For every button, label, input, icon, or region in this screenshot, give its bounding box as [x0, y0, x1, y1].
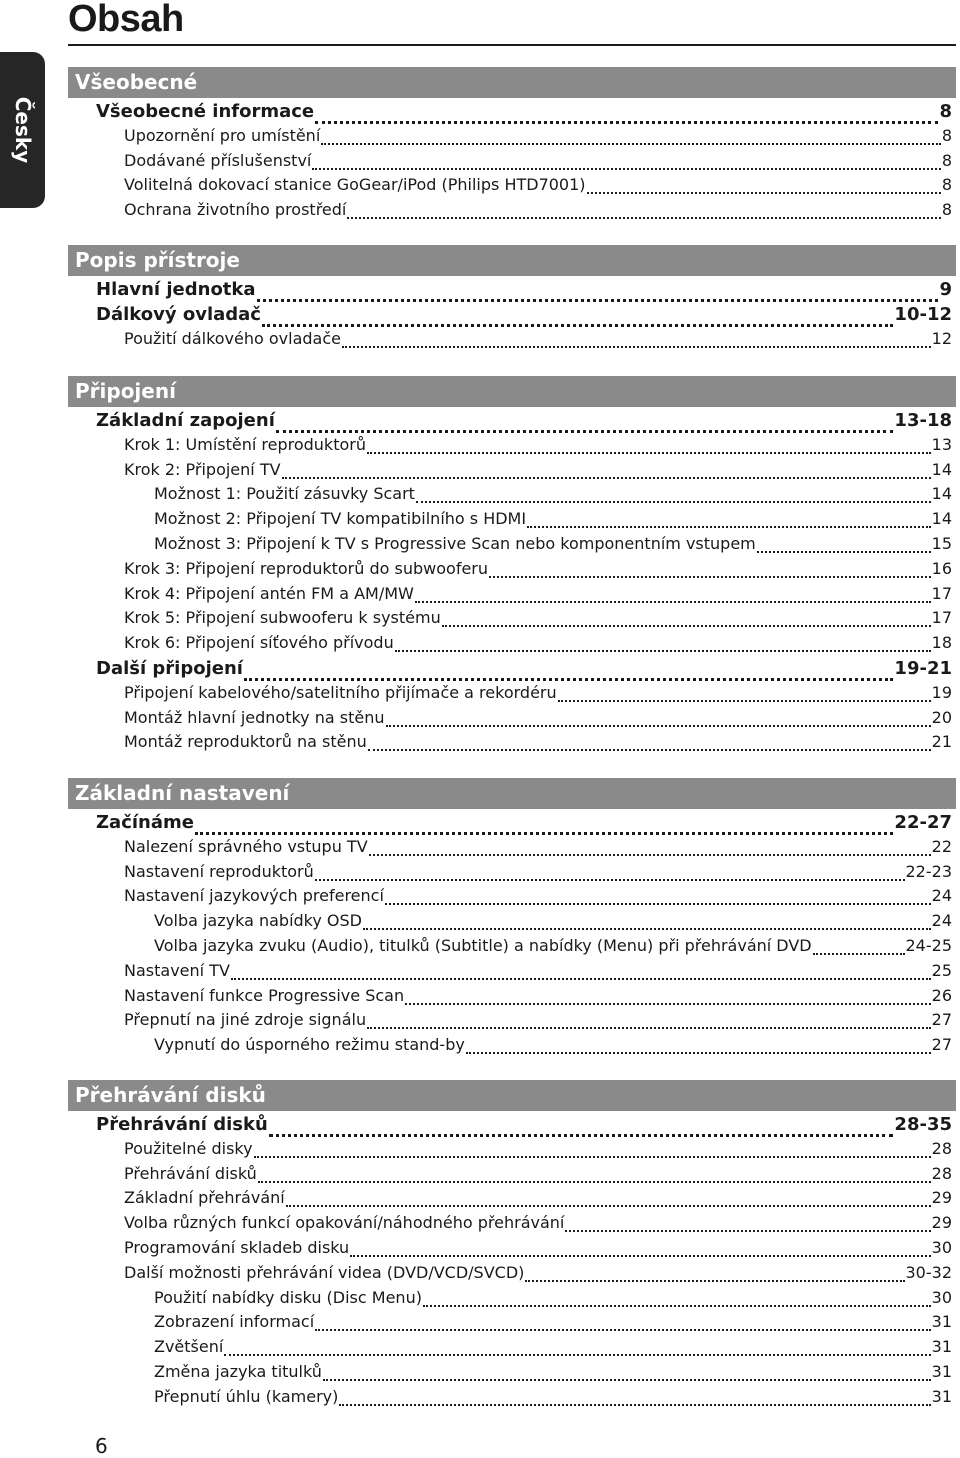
toc-entry-page: 30 — [931, 1287, 952, 1307]
dot-leader — [262, 324, 893, 327]
toc-entry-page: 17 — [931, 583, 952, 603]
toc-entry-page: 8 — [941, 125, 952, 145]
toc-entry[interactable] — [96, 1114, 952, 1142]
toc-entry-page: 13-18 — [894, 410, 952, 431]
toc-entry-label: Přehrávání disků — [124, 1163, 257, 1183]
toc-entry[interactable] — [124, 633, 952, 657]
dot-leader — [315, 879, 905, 881]
toc-entry[interactable] — [124, 200, 952, 224]
toc-entry-page: 22 — [931, 836, 952, 856]
toc-entry-page: 14 — [931, 484, 952, 504]
dot-leader — [527, 526, 931, 528]
toc-entry-page: 12 — [931, 328, 952, 348]
toc-entry[interactable] — [124, 608, 952, 632]
toc-entry[interactable] — [124, 584, 952, 608]
toc-entry-label: Přehrávání disků — [96, 1114, 268, 1135]
section-heading: Základní nastavení — [68, 778, 956, 809]
toc-entry[interactable] — [96, 658, 952, 686]
toc-entry-label: Další připojení — [96, 658, 243, 679]
dot-leader — [286, 1205, 931, 1207]
toc-entry[interactable] — [154, 1337, 952, 1361]
dot-leader — [565, 1230, 930, 1232]
toc-entry-label: Zobrazení informací — [154, 1312, 315, 1332]
toc-entry-page: 30 — [931, 1238, 952, 1257]
dot-leader — [257, 299, 939, 302]
toc-entry-page: 22-27 — [894, 812, 952, 833]
toc-entry[interactable] — [124, 126, 952, 150]
toc-entry-label: Nastavení jazykových preferencí — [124, 886, 384, 906]
dot-leader — [386, 725, 931, 727]
dot-leader — [315, 1329, 931, 1331]
dot-leader — [231, 978, 931, 980]
section-heading: Popis přístroje — [68, 245, 956, 276]
page-title: Obsah — [68, 0, 184, 40]
toc-entry-label: Montáž reproduktorů na stěnu — [124, 732, 367, 752]
toc-entry-label: Montáž hlavní jednotky na stěnu — [124, 707, 385, 727]
toc-entry[interactable] — [124, 732, 952, 756]
toc-entry-page: 14 — [931, 459, 952, 479]
toc-entry-page: 21 — [931, 732, 952, 752]
toc-entry[interactable] — [154, 1362, 952, 1386]
toc-entry[interactable] — [124, 1238, 952, 1262]
dot-leader — [269, 1134, 894, 1137]
toc-entry-label: Změna jazyka titulků — [154, 1362, 322, 1381]
language-tab-label: Česky — [10, 96, 35, 164]
dot-leader — [813, 953, 905, 955]
toc-entry-label: Možnost 3: Připojení k TV s Progressive Scan nebo komponentním vstupem — [154, 534, 756, 553]
toc-entry[interactable] — [96, 812, 952, 840]
dot-leader — [558, 700, 931, 702]
section-heading: Připojení — [68, 376, 956, 407]
toc-entry-page: 27 — [931, 1010, 952, 1030]
toc-entry-page: 9 — [939, 279, 952, 300]
dot-leader — [321, 143, 941, 145]
dot-leader — [489, 576, 931, 578]
toc-entry[interactable] — [124, 1010, 952, 1034]
toc-entry-page: 24-25 — [905, 936, 952, 955]
dot-leader — [363, 928, 931, 930]
dot-leader — [368, 749, 931, 751]
section-heading: Přehrávání disků — [68, 1080, 956, 1111]
toc-entry-label: Krok 3: Připojení reproduktorů do subwooferu — [124, 558, 489, 578]
toc-entry-page: 26 — [931, 985, 952, 1005]
toc-entry-label: Další možnosti přehrávání videa (DVD/VCD/SVCD) — [124, 1262, 525, 1282]
toc-entry-label: Krok 2: Připojení TV — [124, 459, 281, 479]
dot-leader — [395, 650, 931, 652]
dot-leader — [525, 1280, 904, 1282]
toc-entry[interactable] — [154, 1387, 952, 1411]
toc-entry-label: Volitelná dokovací stanice GoGear/iPod (Philips HTD7001) — [124, 175, 586, 195]
dot-leader — [385, 903, 931, 905]
toc-entry-page: 24 — [931, 911, 952, 931]
toc-entry[interactable] — [124, 1188, 952, 1212]
toc-entry-page: 8 — [939, 101, 952, 122]
dot-leader — [315, 121, 938, 124]
toc-entry[interactable] — [154, 509, 952, 533]
toc-entry[interactable] — [124, 329, 952, 353]
toc-entry[interactable] — [96, 101, 952, 129]
toc-entry-label: Programování skladeb disku — [124, 1238, 350, 1257]
toc-entry-label: Ochrana životního prostředí — [124, 200, 347, 220]
toc-entry-page: 8 — [941, 150, 952, 170]
toc-entry-page: 24 — [931, 886, 952, 906]
toc-entry-page: 30-32 — [905, 1262, 952, 1282]
toc-entry-label: Hlavní jednotka — [96, 279, 256, 300]
dot-leader — [258, 1181, 931, 1183]
toc-entry[interactable] — [124, 886, 952, 910]
dot-leader — [442, 625, 931, 627]
toc-entry[interactable] — [124, 559, 952, 583]
toc-entry-label: Nastavení TV — [124, 960, 230, 980]
toc-entry[interactable] — [154, 936, 952, 960]
toc-entry-label: Volba různých funkcí opakování/náhodného přehrávání — [124, 1213, 565, 1233]
dot-leader — [339, 1404, 930, 1406]
toc-entry-label: Krok 4: Připojení antén FM a AM/MW — [124, 583, 414, 603]
toc-entry[interactable] — [124, 961, 952, 985]
toc-entry-label: Nastavení funkce Progressive Scan — [124, 985, 405, 1005]
toc-entry-page: 20 — [931, 707, 952, 727]
toc-entry-page: 31 — [931, 1386, 952, 1406]
toc-entry[interactable] — [154, 534, 952, 558]
toc-entry-page: 15 — [931, 534, 952, 553]
toc-entry[interactable] — [124, 683, 952, 707]
toc-entry-page: 25 — [931, 960, 952, 980]
toc-entry[interactable] — [124, 1213, 952, 1237]
toc-entry-page: 8 — [941, 175, 952, 195]
toc-entry-label: Základní zapojení — [96, 410, 275, 431]
toc-entry-page: 8 — [941, 200, 952, 220]
toc-entry-page: 19 — [931, 682, 952, 702]
toc-entry-label: Volba jazyka nabídky OSD — [154, 911, 362, 931]
toc-entry[interactable] — [124, 175, 952, 199]
dot-leader — [254, 1156, 931, 1158]
toc-entry[interactable] — [96, 410, 952, 438]
toc-entry-label: Přepnutí na jiné zdroje signálu — [124, 1010, 367, 1030]
toc-entry-label: Vypnutí do úsporného režimu stand-by — [154, 1035, 465, 1055]
dot-leader — [587, 192, 941, 194]
toc-entry-page: 29 — [931, 1213, 952, 1233]
toc-entry[interactable] — [124, 460, 952, 484]
toc-entry-label: Volba jazyka zvuku (Audio), titulků (Subtitle) a nabídky (Menu) při přehrávání DVD — [154, 936, 812, 955]
dot-leader — [369, 854, 931, 856]
dot-leader — [415, 601, 931, 603]
page-number: 6 — [95, 1434, 108, 1458]
toc-entry[interactable] — [124, 1164, 952, 1188]
toc-entry-label: Krok 1: Umístění reproduktorů — [124, 434, 366, 454]
toc-entry-page: 19-21 — [894, 658, 952, 679]
toc-entry-label: Všeobecné informace — [96, 101, 315, 122]
toc-entry-label: Základní přehrávání — [124, 1188, 285, 1208]
toc-entry-label: Nastavení reproduktorů — [124, 861, 314, 881]
toc-entry-label: Začínáme — [96, 812, 194, 833]
toc-entry[interactable] — [154, 911, 952, 935]
toc-entry-label: Použití dálkového ovladače — [124, 328, 341, 348]
section-heading: Všeobecné — [68, 67, 956, 98]
dot-leader — [466, 1052, 931, 1054]
dot-leader — [244, 678, 893, 681]
toc-entry[interactable] — [124, 151, 952, 175]
toc-entry-label: Krok 5: Připojení subwooferu k systému — [124, 608, 441, 628]
toc-entry[interactable] — [124, 862, 952, 886]
toc-entry-label: Krok 6: Připojení síťového přívodu — [124, 633, 394, 653]
toc-entry-page: 31 — [931, 1362, 952, 1381]
toc-entry-page: 28 — [931, 1163, 952, 1183]
toc-entry-page: 29 — [931, 1188, 952, 1208]
toc-entry-label: Možnost 2: Připojení TV kompatibilního s HDMI — [154, 509, 527, 529]
toc-entry-page: 28 — [931, 1138, 952, 1158]
toc-entry-label: Možnost 1: Použití zásuvky Scart — [154, 484, 415, 504]
dot-leader — [276, 430, 894, 433]
toc-entry-page: 16 — [931, 558, 952, 578]
toc-entry[interactable] — [124, 986, 952, 1010]
dot-leader — [423, 1305, 931, 1307]
toc-entry[interactable] — [154, 484, 952, 508]
toc-entry-label: Upozornění pro umístění — [124, 125, 321, 145]
toc-entry[interactable] — [124, 837, 952, 861]
toc-entry-label: Přepnutí úhlu (kamery) — [154, 1386, 339, 1406]
dot-leader — [416, 501, 931, 503]
toc-entry-page: 13 — [931, 434, 952, 454]
toc-entry-page: 28-35 — [894, 1114, 952, 1135]
toc-entry-label: Nalezení správného vstupu TV — [124, 836, 368, 856]
toc-entry[interactable] — [124, 1139, 952, 1163]
dot-leader — [367, 452, 931, 454]
toc-entry-page: 27 — [931, 1035, 952, 1055]
toc-entry-label: Připojení kabelového/satelitního přijímače a rekordéru — [124, 682, 557, 702]
toc-entry[interactable] — [96, 279, 952, 307]
dot-leader — [757, 551, 931, 553]
toc-entry-label: Použití nabídky disku (Disc Menu) — [154, 1287, 422, 1307]
toc-entry-label: Použitelné disky — [124, 1138, 253, 1158]
title-divider — [68, 44, 956, 46]
dot-leader — [195, 832, 893, 835]
toc-entry[interactable] — [154, 1312, 952, 1336]
toc-entry-page: 22-23 — [905, 861, 952, 881]
toc-entry[interactable] — [124, 435, 952, 459]
toc-entry-page: 17 — [931, 608, 952, 628]
language-tab — [0, 52, 45, 208]
toc-entry-page: 14 — [931, 509, 952, 529]
toc-entry-label: Dodávané příslušenství — [124, 150, 312, 170]
toc-entry-page: 18 — [931, 633, 952, 653]
toc-entry-label: Dálkový ovladač — [96, 303, 261, 325]
toc-entry[interactable] — [96, 304, 952, 332]
dot-leader — [312, 168, 940, 170]
toc-entry-page: 31 — [931, 1337, 952, 1357]
toc-entry[interactable] — [124, 708, 952, 732]
dot-leader — [323, 1379, 931, 1381]
toc-entry[interactable] — [124, 1263, 952, 1287]
dot-leader — [282, 477, 931, 479]
dot-leader — [347, 217, 940, 219]
dot-leader — [405, 1003, 931, 1005]
dot-leader — [342, 346, 931, 348]
toc-entry[interactable] — [154, 1035, 952, 1059]
toc-entry-page: 10-12 — [894, 303, 952, 325]
dot-leader — [350, 1255, 930, 1257]
toc-entry-page: 31 — [931, 1312, 952, 1332]
dot-leader — [224, 1354, 930, 1356]
dot-leader — [367, 1027, 931, 1029]
toc-entry[interactable] — [154, 1288, 952, 1312]
toc-entry-label: Zvětšení — [154, 1337, 224, 1357]
